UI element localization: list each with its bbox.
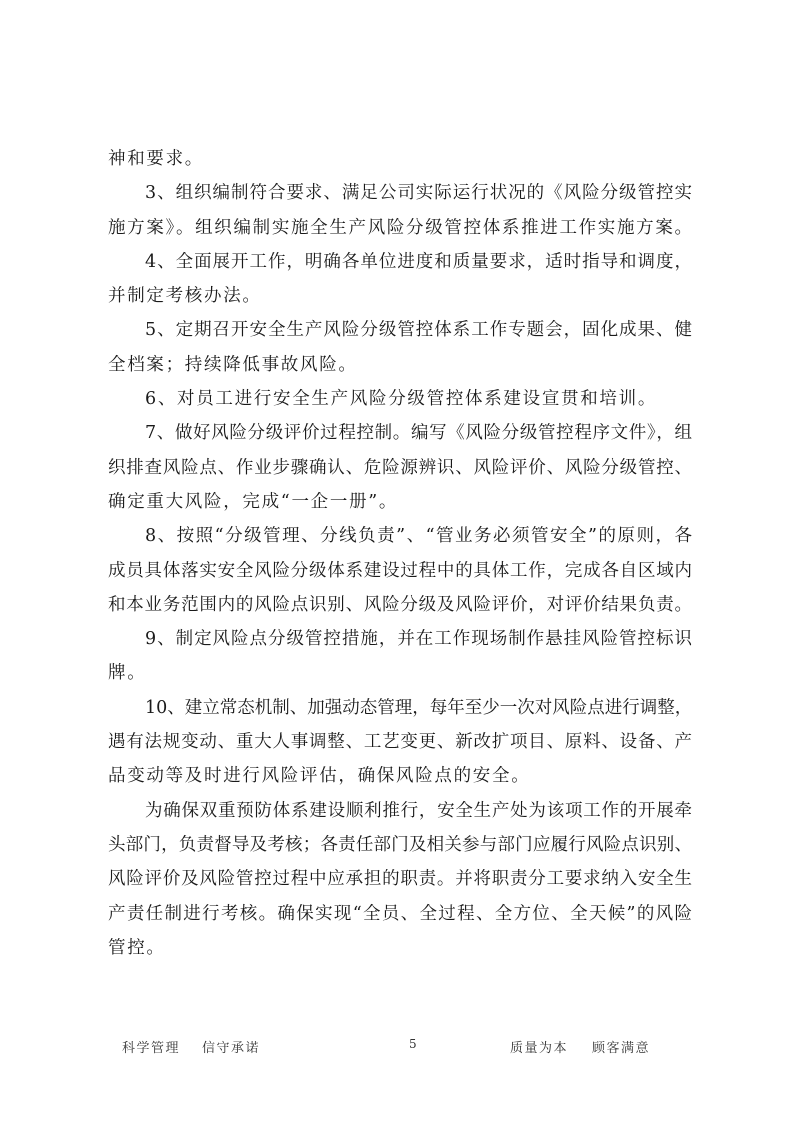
- text-line: 确定重大风险，完成“一企一册”。: [108, 491, 399, 512]
- footer-right-slogan: [510, 1037, 650, 1056]
- footer-slogan-1: 科学管理: [122, 1041, 181, 1056]
- text-line: 8、按照“分级管理、分线负责”、“管业务必须管安全”的原则，各: [145, 526, 692, 547]
- text-line: 织排查风险点、作业步骤确认、危险源辨识、风险评价、风险分级管控、: [108, 457, 692, 478]
- text-line: 头部门，负责督导及考核；各责任部门及相关参与部门应履行风险点识别、: [108, 834, 692, 855]
- footer-slogan-3: 质量为本: [510, 1041, 569, 1056]
- text-line: 品变动等及时进行风险评估，确保风险点的安全。: [108, 766, 531, 787]
- text-line: 3、组织编制符合要求、满足公司实际运行状况的《风险分级管控实: [145, 183, 692, 204]
- text-line: 全档案；持续降低事故风险。: [108, 354, 358, 375]
- text-line: 9、制定风险点分级管控措施，并在工作现场制作悬挂风险管控标识: [145, 629, 692, 650]
- text-line: 并制定考核办法。: [108, 286, 262, 307]
- page-number: 5: [409, 1037, 419, 1051]
- text-line: 产责任制进行考核。确保实现“全员、全过程、全方位、全天候”的风险: [108, 903, 692, 924]
- text-line: 4、全面展开工作，明确各单位进度和质量要求，适时指导和调度，: [145, 251, 692, 272]
- text-line: 神和要求。: [108, 149, 204, 169]
- text-line: 施方案》。组织编制实施全生产风险分级管控体系推进工作实施方案。: [108, 217, 692, 238]
- text-line: 7、做好风险分级评价过程控制。编写《风险分级管控程序文件》，组: [145, 423, 692, 444]
- text-line: 遇有法规变动、重大人事调整、工艺变更、新改扩项目、原料、设备、产: [108, 732, 692, 753]
- footer-slogan-4: 顾客满意: [592, 1041, 651, 1056]
- text-line: 牌。: [108, 663, 147, 684]
- text-line: 5、定期召开安全生产风险分级管控体系工作专题会，固化成果、健: [145, 320, 692, 341]
- text-line: 风险评价及风险管控过程中应承担的职责。并将职责分工要求纳入安全生: [108, 869, 692, 890]
- text-line: 6、对员工进行安全生产风险分级管控体系建设宣贯和培训。: [145, 389, 658, 410]
- text-line: 10、建立常态机制、加强动态管理，每年至少一次对风险点进行调整，: [145, 697, 693, 718]
- page-footer: [0, 1037, 793, 1059]
- footer-slogan-2: 信守承诺: [202, 1041, 261, 1056]
- text-line: 成员具体落实安全风险分级体系建设过程中的具体工作，完成各自区域内: [108, 560, 692, 581]
- body-text: [108, 142, 692, 965]
- text-line: 和本业务范围内的风险点识别、风险分级及风险评价，对评价结果负责。: [108, 594, 692, 615]
- text-line: 管控。: [108, 937, 166, 958]
- text-line: 为确保双重预防体系建设顺利推行，安全生产处为该项工作的开展牵: [145, 800, 692, 821]
- footer-left-slogan: [122, 1037, 260, 1056]
